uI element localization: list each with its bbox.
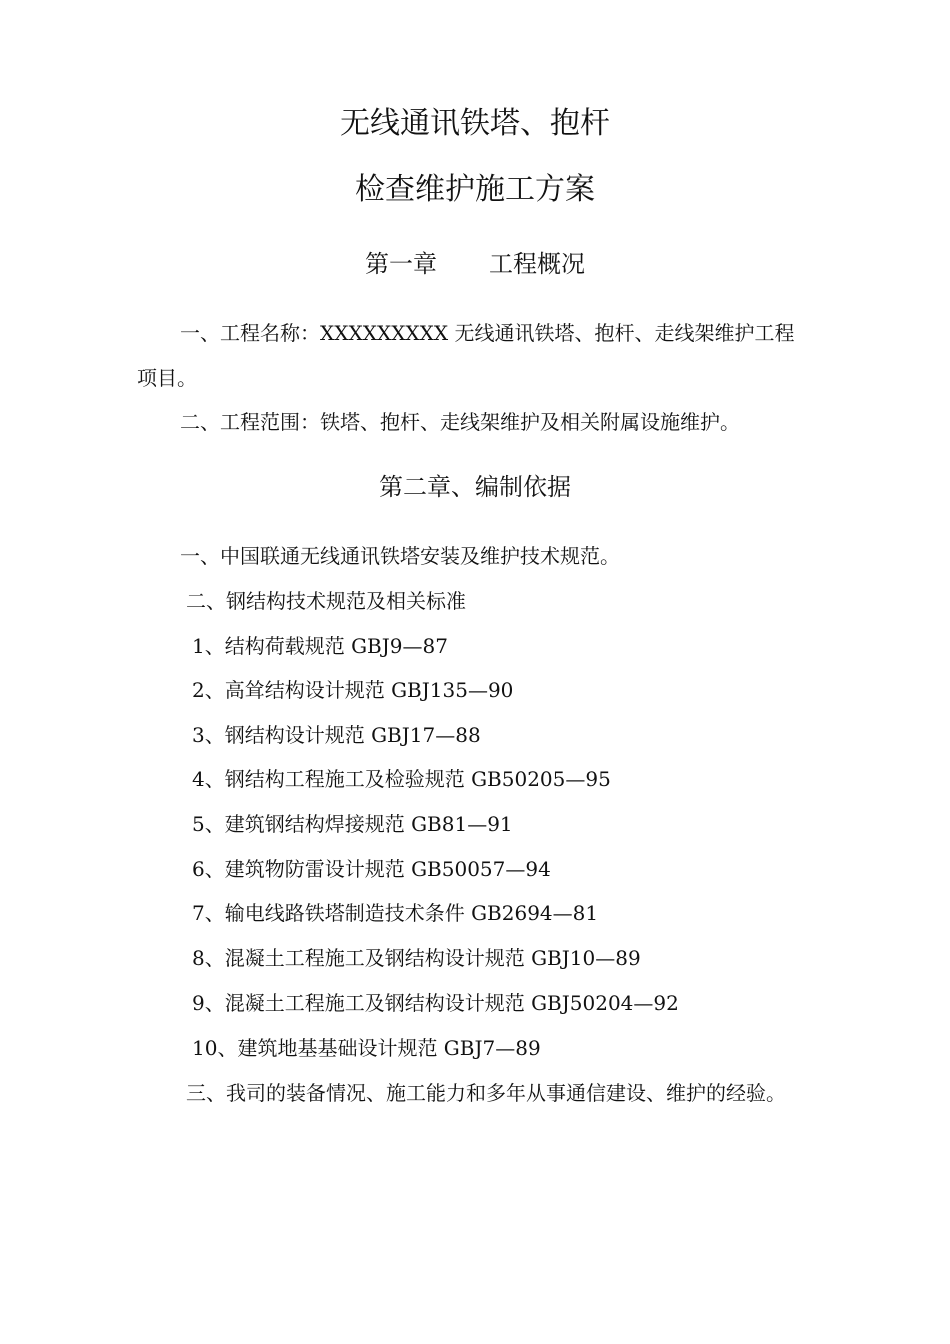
basis-item-3: 三、我司的装备情况、施工能力和多年从事通信建设、维护的经验。 (186, 1081, 786, 1105)
basis-item-2: 二、钢结构技术规范及相关标准 (186, 589, 466, 613)
standard-item: 10、建筑地基基础设计规范 GBJ7—89 (192, 1036, 541, 1060)
standard-item: 3、钢结构设计规范 GBJ17—88 (192, 723, 481, 747)
standard-item: 2、高耸结构设计规范 GBJ135—90 (192, 678, 514, 702)
document-title-line-2: 检查维护施工方案 (355, 172, 595, 207)
chapter-2-heading: 第二章、编制依据 (379, 473, 571, 501)
standard-item: 4、钢结构工程施工及检验规范 GB50205—95 (192, 767, 611, 791)
document-title-line-1: 无线通讯铁塔、抱杆 (340, 106, 610, 141)
project-name-line-2: 项目。 (137, 366, 197, 390)
project-name-line-1: 一、工程名称：XXXXXXXXX 无线通讯铁塔、抱杆、走线架维护工程 (180, 321, 795, 345)
standard-item: 9、混凝土工程施工及钢结构设计规范 GBJ50204—92 (192, 991, 679, 1015)
standard-item: 5、建筑钢结构焊接规范 GB81—91 (192, 812, 513, 836)
standard-item: 7、输电线路铁塔制造技术条件 GB2694—81 (192, 901, 599, 925)
chapter-1-title: 工程概况 (489, 250, 585, 278)
project-scope: 二、工程范围：铁塔、抱杆、走线架维护及相关附属设施维护。 (180, 410, 740, 434)
standard-item: 1、结构荷载规范 GBJ9—87 (192, 634, 448, 658)
standard-item: 8、混凝土工程施工及钢结构设计规范 GBJ10—89 (192, 946, 641, 970)
chapter-1-heading (0, 248, 950, 280)
standard-item: 6、建筑物防雷设计规范 GB50057—94 (192, 857, 551, 881)
basis-item-1: 一、中国联通无线通讯铁塔安装及维护技术规范。 (180, 544, 620, 568)
chapter-1-number: 第一章 (365, 250, 437, 278)
